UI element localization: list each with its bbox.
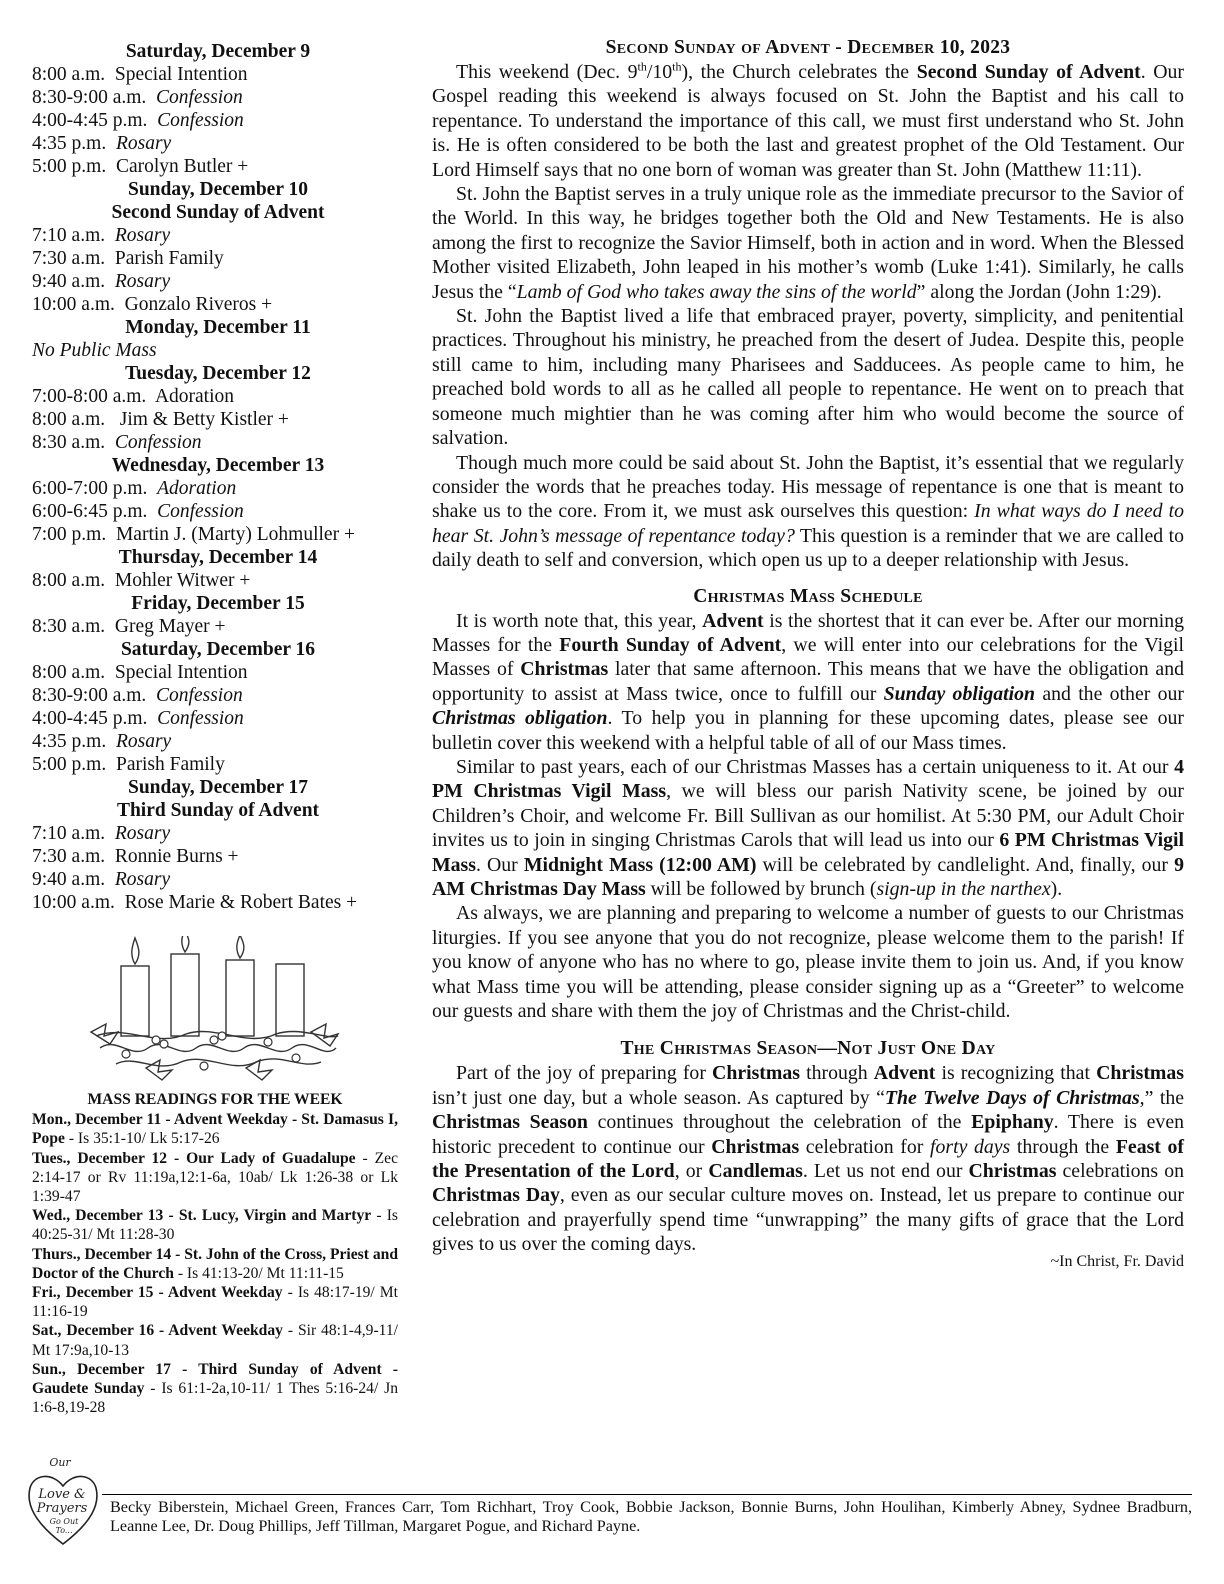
- schedule-time: 10:00 a.m.: [32, 294, 125, 315]
- schedule-day-heading: Saturday, December 9: [125, 41, 311, 62]
- reading-day: Sun., December 17 - Third Sunday of Advent - Gaudete Sunday: [32, 1360, 398, 1398]
- love-prayers-logo: [24, 1452, 102, 1552]
- article-paragraph: Part of the joy of preparing for Christmas through Advent is recognizing that Christmas isn’t just one day, but a whole season. As captured by “The Twelve Days of Christmas,” the Christmas Season continues throughout the celebration of the Epiphany. There is even historic precedent to continue our Christmas celebration for forty days through the Feast of the Presentation of the Lord, or Candlemas. Let us not end our Christmas celebrations on Christmas Day, even as our secular culture moves on. Instead, let us prepare to continue our celebration and prayerfully spend time “unwrapping” the many gifts of grace that the Lord gives to us over the coming days.: [432, 1062, 1185, 1256]
- prayer-list: Becky Biberstein, Michael Green, Frances Carr, Tom Richhart, Troy Cook, Bobbie Jackson, Bonnie Burns, John Houlihan, Kimberly Abney, Sydnee Bradburn, Leanne Lee, Dr. Doug Phillips, Jeff Tillman, Margaret Pogue, and Richard Payne.: [110, 1498, 1192, 1535]
- reading-references: - Is 48:17-19/ Mt 11:16-19: [32, 1284, 398, 1321]
- schedule-time: 4:35 p.m.: [32, 731, 116, 752]
- schedule-intention: Parish Family: [115, 754, 225, 775]
- schedule-entry: [32, 684, 404, 707]
- schedule-entry: [32, 63, 404, 86]
- reading-item: [32, 1245, 398, 1283]
- reading-references: - Is 35:1-10/ Lk 5:17-26: [64, 1130, 220, 1148]
- svg-text:To...: To...: [55, 1526, 73, 1535]
- schedule-intention: Gonzalo Riveros +: [124, 294, 273, 315]
- schedule-entry: [32, 569, 404, 592]
- schedule-time: 7:00 p.m.: [32, 524, 116, 545]
- schedule-day-heading: Sunday, December 10: [127, 179, 309, 200]
- schedule-entry: [32, 109, 404, 132]
- schedule-time: 9:40 a.m.: [32, 271, 115, 292]
- schedule-day-heading: Sunday, December 17: [127, 777, 309, 798]
- schedule-entry: [32, 845, 404, 868]
- schedule-intention: Confession: [156, 685, 243, 706]
- schedule-time: 5:00 p.m.: [32, 156, 116, 177]
- reading-day: Tues., December 12 - Our Lady of Guadalupe: [32, 1149, 356, 1167]
- svg-text:Love &: Love &: [38, 1487, 86, 1502]
- schedule-entry: [32, 500, 404, 523]
- schedule-intention: Rosary: [115, 731, 172, 752]
- schedule-time: 6:00-7:00 p.m.: [32, 478, 158, 499]
- schedule-time: 9:40 a.m.: [32, 869, 115, 890]
- svg-text:Our: Our: [49, 1456, 71, 1469]
- schedule-day-heading: Thursday, December 14: [118, 547, 318, 568]
- schedule-intention: Special Intention: [114, 662, 248, 683]
- schedule-time: 8:00 a.m.: [32, 662, 115, 683]
- article-paragraph: Similar to past years, each of our Christmas Masses has a certain uniqueness to it. At our 4 PM Christmas Vigil Mass, we will bless our parish Nativity scene, be joined by our Children’s Choir, and welcome Fr. Bill Sullivan as our homilist. At 5:30 PM, our Adult Choir invites us to join in singing Christmas Carols that will lead us into our 6 PM Christmas Vigil Mass. Our Midnight Mass (12:00 AM) will be celebrated by candlelight. And, finally, our 9 AM Christmas Day Mass will be followed by brunch (sign-up in the narthex).: [432, 755, 1185, 900]
- schedule-entry: [32, 86, 404, 109]
- schedule-intention: Adoration: [154, 386, 235, 407]
- schedule-intention: Greg Mayer +: [114, 616, 226, 637]
- schedule-time: 7:10 a.m.: [32, 823, 115, 844]
- advent-wreath-illustration: [86, 936, 346, 1086]
- schedule-entry: [32, 822, 404, 845]
- schedule-entry: [32, 707, 404, 730]
- footer-divider: [102, 1494, 1192, 1495]
- schedule-time: 4:00-4:45 p.m.: [32, 110, 158, 131]
- schedule-entry: [32, 615, 404, 638]
- schedule-intention: No Public Mass: [32, 340, 157, 361]
- schedule-time: 4:00-4:45 p.m.: [32, 708, 158, 729]
- schedule-entry: [32, 431, 404, 454]
- schedule-intention: Mohler Witwer +: [114, 570, 251, 591]
- schedule-intention: Jim & Betty Kistler +: [114, 409, 289, 430]
- svg-text:Go Out: Go Out: [49, 1517, 79, 1526]
- schedule-entry: [32, 661, 404, 684]
- article-paragraph: As always, we are planning and preparing to welcome a number of guests to our Christmas liturgies. If you see anyone that you do not recognize, please welcome them to the parish! If you know of anyone who has no where to go, please invite them to join us. And, if you know what Mass time you will be attending, please consider signing up as a “Greeter” to welcome our guests and share with them the joy of Christmas and the Christ-child.: [432, 902, 1184, 1023]
- schedule-time: 7:30 a.m.: [32, 846, 115, 867]
- schedule-time: 8:30-9:00 a.m.: [32, 685, 157, 706]
- mass-readings: [32, 1090, 398, 1417]
- schedule-time: 5:00 p.m.: [32, 754, 116, 775]
- reading-references: - Is 41:13-20/ Mt 11:11-15: [173, 1264, 344, 1282]
- schedule-time: 8:30 a.m.: [32, 432, 115, 453]
- signature: ~In Christ, Fr. David: [1050, 1252, 1184, 1270]
- schedule-intention: Confession: [157, 501, 244, 522]
- schedule-entry: [32, 477, 404, 500]
- schedule-intention: Adoration: [157, 478, 237, 499]
- schedule-entry: [32, 132, 404, 155]
- articles-column: [432, 36, 1184, 1271]
- schedule-day-heading: Tuesday, December 12: [125, 363, 311, 384]
- schedule-day-heading: Monday, December 11: [125, 317, 311, 338]
- reading-item: [32, 1321, 398, 1359]
- schedule-entry: [32, 385, 404, 408]
- reading-day: Wed., December 13 - St. Lucy, Virgin and Martyr: [32, 1207, 372, 1225]
- schedule-time: 8:30 a.m.: [32, 616, 115, 637]
- schedule-entry: [32, 247, 404, 270]
- article-title-advent: Second Sunday of Advent - December 10, 2023: [605, 37, 1011, 58]
- schedule-intention: Confession: [156, 87, 243, 108]
- reading-item: [32, 1149, 398, 1207]
- schedule-entry: [32, 730, 404, 753]
- article-paragraph: This weekend (Dec. 9th/10th), the Church celebrates the Second Sunday of Advent. Our Gospel reading this weekend is always focused on St. John the Baptist and his call to repentance. To understand the importance of this call, we must first understand who St. John is. He is often considered to be both the last and greatest prophet of the Old Testament. Our Lord Himself says that no one born of woman was greater than St. John (Matthew 11:11).: [432, 59, 1184, 181]
- schedule-intention: Rosary: [115, 133, 172, 154]
- schedule-entry: [32, 868, 404, 891]
- schedule-time: 8:30-9:00 a.m.: [32, 87, 157, 108]
- schedule-time: 8:00 a.m.: [32, 409, 115, 430]
- article-paragraph: It is worth note that, this year, Advent is the shortest that it can ever be. After our morning Masses for the Fourth Sunday of Advent, we will enter into our celebrations for the Vigil Masses of Christmas later that same afternoon. This means that we have the obligation and opportunity to assist at Mass twice, once to fulfill our Sunday obligation and the other our Christmas obligation. To help you in planning for these upcoming dates, please see our bulletin cover this weekend with a helpful table of all of our Mass times.: [432, 609, 1185, 754]
- article-paragraph: St. John the Baptist lived a life that embraced prayer, poverty, simplicity, and penitential practices. Throughout his ministry, he preached from the desert of Judea. Despite this, people still came to him, including many Pharisees and Sadducees. As people came to him, he preached bold words to all as he called all people to repentance. He went on to preach that someone much mightier than he was coming after him who would become the source of salvation.: [432, 305, 1184, 450]
- reading-day: Sat., December 16 - Advent Weekday: [32, 1322, 283, 1340]
- schedule-entry: [32, 270, 404, 293]
- schedule-time: 6:00-6:45 p.m.: [32, 501, 158, 522]
- schedule-intention: Confession: [114, 432, 202, 453]
- schedule-day-heading: Wednesday, December 13: [111, 455, 325, 476]
- schedule-intention: Rosary: [114, 869, 171, 890]
- svg-text:Prayers: Prayers: [36, 1501, 88, 1516]
- schedule-intention: Rosary: [114, 271, 171, 292]
- schedule-day-heading: Friday, December 15: [131, 593, 305, 614]
- reading-day: Mon., December 11 - Advent Weekday - St. Damasus I, Pope: [32, 1111, 398, 1148]
- schedule-time: 10:00 a.m.: [32, 892, 125, 913]
- schedule-intention: Rose Marie & Robert Bates +: [124, 892, 358, 913]
- schedule-time: 8:00 a.m.: [32, 570, 115, 591]
- schedule-intention: Rosary: [114, 823, 171, 844]
- reading-item: [32, 1206, 398, 1244]
- reading-item: [32, 1110, 398, 1148]
- schedule-intention: Confession: [157, 110, 244, 131]
- reading-item: [32, 1283, 398, 1321]
- schedule-time: 4:35 p.m.: [32, 133, 116, 154]
- reading-item: [32, 1360, 398, 1418]
- schedule-entry: [32, 753, 404, 776]
- schedule-entry: [32, 523, 404, 546]
- reading-references: - Is 61:1-2a,10-11/ 1 Thes 5:16-24/ Jn 1:6-8,19-28: [32, 1380, 398, 1417]
- schedule-time: 8:00 a.m.: [32, 64, 115, 85]
- schedule-entry: [32, 339, 404, 362]
- schedule-intention: Carolyn Butler +: [115, 156, 249, 177]
- readings-title: MASS READINGS FOR THE WEEK: [87, 1091, 343, 1108]
- schedule-entry: [32, 891, 404, 914]
- reading-references: - Is 40:25-31/ Mt 11:28-30: [32, 1207, 398, 1244]
- schedule-intention: Martin J. (Marty) Lohmuller +: [115, 524, 355, 545]
- reading-references: - Zec 2:14-17 or Rv 11:19a,12:1-6a, 10ab/ Lk 1:26-38 or Lk 1:39-47: [32, 1149, 398, 1206]
- reading-references: - Sir 48:1-4,9-11/ Mt 17:9a,10-13: [32, 1322, 399, 1359]
- article-title-christmas-season: The Christmas Season—Not Just One Day: [620, 1038, 996, 1060]
- schedule-day-subheading: Second Sunday of Advent: [111, 202, 325, 223]
- schedule-intention: Confession: [157, 708, 244, 729]
- schedule-entry: [32, 293, 404, 316]
- schedule-day-heading: Saturday, December 16: [120, 639, 316, 660]
- schedule-intention: Special Intention: [114, 64, 248, 85]
- schedule-entry: [32, 408, 404, 431]
- schedule-intention: Rosary: [114, 225, 171, 246]
- article-paragraph: St. John the Baptist serves in a truly unique role as the immediate precursor to the Savior of the World. In this way, he bridges together both the Old and New Testaments. He is also among the first to recognize the Savior Himself, both in action and in word. When the Blessed Mother visited Elizabeth, John leaped in his mother’s womb (Luke 1:41). Similarly, he calls Jesus the “Lamb of God who takes away the sins of the world” along the Jordan (John 1:29).: [432, 183, 1184, 303]
- mass-schedule: [32, 40, 404, 914]
- article-paragraph: Though much more could be said about St. John the Baptist, it’s essential that we regularly consider the words that he preaches today. His message of repentance is one that is meant to shake us to the core. From it, we must ask ourselves this question: In what ways do I need to hear St. John’s message of repentance today? This question is a reminder that we are called to daily death to self and conversion, which open us up to a deeper relationship with Jesus.: [432, 451, 1184, 572]
- schedule-entry: [32, 155, 404, 178]
- article-title-christmas-schedule: Christmas Mass Schedule: [693, 585, 923, 607]
- schedule-time: 7:30 a.m.: [32, 248, 115, 269]
- schedule-intention: Parish Family: [114, 248, 224, 269]
- reading-day: Thurs., December 14 - St. John of the Cross, Priest and Doctor of the Church: [32, 1245, 398, 1282]
- readings-list: [32, 1110, 398, 1417]
- reading-day: Fri., December 15 - Advent Weekday: [32, 1284, 283, 1302]
- schedule-day-subheading: Third Sunday of Advent: [116, 800, 320, 821]
- schedule-time: 7:10 a.m.: [32, 225, 115, 246]
- schedule-time: 7:00-8:00 a.m.: [32, 386, 155, 407]
- schedule-entry: [32, 224, 404, 247]
- schedule-intention: Ronnie Burns +: [114, 846, 239, 867]
